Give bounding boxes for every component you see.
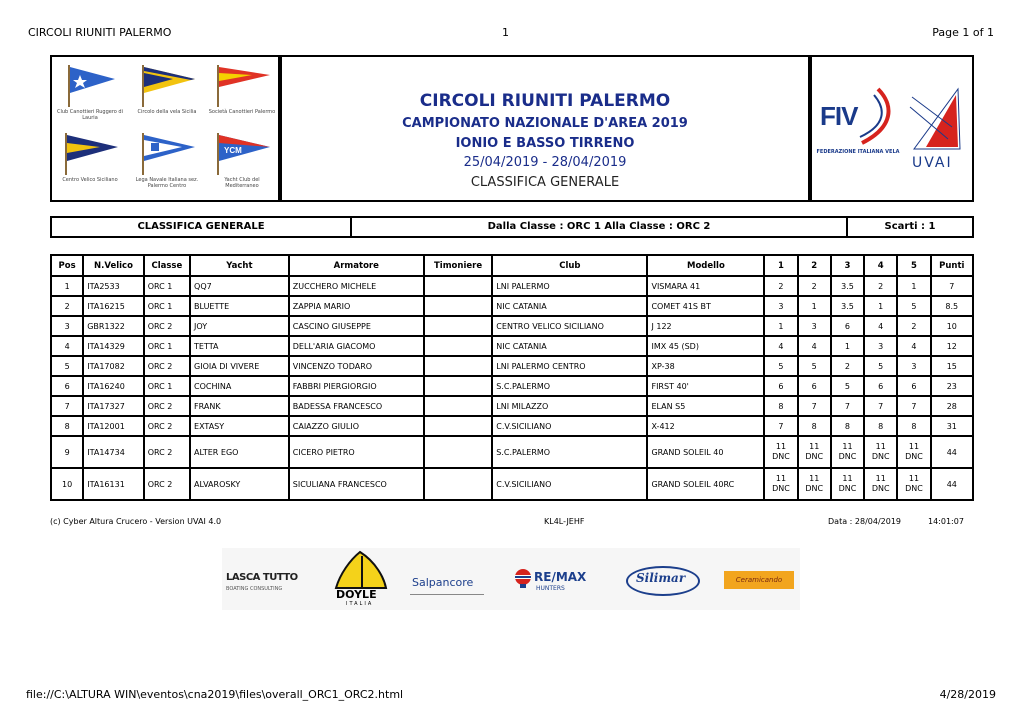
- event-title-panel: [280, 55, 810, 202]
- row-sail-number: ITA12001: [83, 416, 143, 436]
- row-race-4: 2: [864, 276, 897, 296]
- flag-item: [207, 63, 277, 115]
- row-owner: CICERO PIETRO: [289, 436, 424, 468]
- fiv-subtitle: FEDERAZIONE ITALIANA VELA: [816, 149, 900, 155]
- ranking-label-bar: CLASSIFICA GENERALE: [50, 216, 352, 238]
- fiv-sail-icon: [858, 87, 898, 147]
- sponsor-doyle-name: DOYLE: [336, 588, 377, 601]
- flag-item: [55, 63, 125, 121]
- sponsor-remax: [514, 548, 598, 610]
- row-race-2: 5: [798, 356, 831, 376]
- report-date: Data : 28/04/2019: [828, 517, 901, 526]
- row-race-5: 2: [897, 316, 930, 336]
- row-race-4: 7: [864, 396, 897, 416]
- col-header: Yacht: [190, 255, 289, 276]
- row-race-2: 11 DNC: [798, 468, 831, 500]
- sponsor-remax-sub: HUNTERS: [536, 585, 565, 592]
- table-row: [51, 396, 973, 416]
- row-race-3: 2: [831, 356, 864, 376]
- flag-yacht-club-icon: [212, 131, 272, 175]
- row-helmsman: [424, 276, 493, 296]
- row-race-3: 1: [831, 336, 864, 356]
- row-model: GRAND SOLEIL 40RC: [647, 468, 764, 500]
- row-sail-number: GBR1322: [83, 316, 143, 336]
- svg-text:YCM: YCM: [224, 146, 242, 155]
- row-pos: 7: [51, 396, 83, 416]
- row-model: X-412: [647, 416, 764, 436]
- row-points: 12: [931, 336, 973, 356]
- salpancore-underline: [410, 594, 484, 595]
- row-yacht: JOY: [190, 316, 289, 336]
- area-title: IONIO E BASSO TIRRENO: [455, 136, 635, 151]
- row-pos: 2: [51, 296, 83, 316]
- flag-label: Club Canottieri Ruggero di Lauria: [56, 109, 123, 121]
- table-row: [51, 296, 973, 316]
- results-table: [50, 254, 974, 501]
- row-race-4: 6: [864, 376, 897, 396]
- row-points: 23: [931, 376, 973, 396]
- col-header: Club: [492, 255, 647, 276]
- row-race-2: 3: [798, 316, 831, 336]
- row-yacht: ALTER EGO: [190, 436, 289, 468]
- row-owner: ZUCCHERO MICHELE: [289, 276, 424, 296]
- flag-lega-navale-icon: [137, 131, 197, 175]
- row-club: S.C.PALERMO: [492, 436, 647, 468]
- row-race-4: 5: [864, 356, 897, 376]
- sponsor-silimar: [624, 548, 702, 610]
- row-model: J 122: [647, 316, 764, 336]
- row-owner: BADESSA FRANCESCO: [289, 396, 424, 416]
- row-model: GRAND SOLEIL 40: [647, 436, 764, 468]
- uvai-logo: UVAI: [912, 155, 953, 171]
- row-pos: 3: [51, 316, 83, 336]
- col-header: 1: [764, 255, 797, 276]
- flag-centro-velico-icon: [60, 131, 120, 175]
- sponsor-lasc-name: LASCA TUTTO: [226, 572, 298, 583]
- row-pos: 8: [51, 416, 83, 436]
- row-race-2: 11 DNC: [798, 436, 831, 468]
- col-header: Classe: [144, 255, 190, 276]
- row-points: 31: [931, 416, 973, 436]
- row-model: VISMARA 41: [647, 276, 764, 296]
- row-race-3: 3.5: [831, 276, 864, 296]
- sponsor-remax-name: RE/MAX: [534, 570, 587, 584]
- row-class: ORC 2: [144, 468, 190, 500]
- row-helmsman: [424, 376, 493, 396]
- row-yacht: TETTA: [190, 336, 289, 356]
- row-race-1: 4: [764, 336, 797, 356]
- row-race-1: 3: [764, 296, 797, 316]
- sponsor-lasc-sub: BOATING CONSULTING: [226, 586, 283, 592]
- print-header-pages: Page 1 of 1: [932, 26, 994, 39]
- row-race-1: 11 DNC: [764, 436, 797, 468]
- row-race-3: 3.5: [831, 296, 864, 316]
- report-time: 14:01:07: [928, 517, 964, 526]
- row-helmsman: [424, 436, 493, 468]
- sponsor-ceramicando: [724, 548, 796, 610]
- class-range-bar: Dalla Classe : ORC 1 Alla Classe : ORC 2: [352, 216, 848, 238]
- row-owner: ZAPPIA MARIO: [289, 296, 424, 316]
- row-model: IMX 45 (SD): [647, 336, 764, 356]
- row-race-5: 3: [897, 356, 930, 376]
- row-race-2: 4: [798, 336, 831, 356]
- print-footer-date: 4/28/2019: [939, 688, 996, 701]
- row-pos: 6: [51, 376, 83, 396]
- table-row: [51, 336, 973, 356]
- row-class: ORC 1: [144, 376, 190, 396]
- col-header: 5: [897, 255, 930, 276]
- col-header: Pos: [51, 255, 83, 276]
- discards-bar: Scarti : 1: [848, 216, 974, 238]
- row-points: 8.5: [931, 296, 973, 316]
- row-race-4: 4: [864, 316, 897, 336]
- sponsors-strip: [222, 548, 800, 610]
- row-helmsman: [424, 468, 493, 500]
- row-helmsman: [424, 336, 493, 356]
- row-club: CENTRO VELICO SICILIANO: [492, 316, 647, 336]
- flag-label: Società Canottieri Palermo: [208, 109, 276, 115]
- row-race-4: 11 DNC: [864, 468, 897, 500]
- row-club: S.C.PALERMO: [492, 376, 647, 396]
- row-class: ORC 1: [144, 276, 190, 296]
- uvai-sail-icon: [908, 87, 968, 157]
- row-race-2: 7: [798, 396, 831, 416]
- row-pos: 5: [51, 356, 83, 376]
- flag-item: [55, 131, 125, 183]
- flag-label: Lega Navale Italiana sez. Palermo Centro: [135, 177, 199, 189]
- ranking-subtitle: CLASSIFICA GENERALE: [470, 175, 620, 190]
- flag-item: [132, 63, 202, 115]
- row-race-1: 8: [764, 396, 797, 416]
- row-helmsman: [424, 396, 493, 416]
- row-helmsman: [424, 316, 493, 336]
- row-race-1: 1: [764, 316, 797, 336]
- row-race-3: 5: [831, 376, 864, 396]
- row-club: LNI PALERMO: [492, 276, 647, 296]
- row-race-1: 6: [764, 376, 797, 396]
- row-race-1: 7: [764, 416, 797, 436]
- row-sail-number: ITA16215: [83, 296, 143, 316]
- row-sail-number: ITA14734: [83, 436, 143, 468]
- row-race-5: 5: [897, 296, 930, 316]
- print-header-left: CIRCOLI RIUNITI PALERMO: [28, 26, 172, 39]
- row-sail-number: ITA17082: [83, 356, 143, 376]
- row-class: ORC 1: [144, 296, 190, 316]
- row-pos: 9: [51, 436, 83, 468]
- col-header: Armatore: [289, 255, 424, 276]
- sponsor-doyle: [330, 548, 390, 610]
- row-race-2: 6: [798, 376, 831, 396]
- sponsor-silimar-name: Silimar: [636, 571, 686, 585]
- sponsor-salpancore-name: Salpancore: [412, 576, 474, 589]
- row-helmsman: [424, 296, 493, 316]
- row-points: 7: [931, 276, 973, 296]
- table-row: [51, 436, 973, 468]
- col-header: 4: [864, 255, 897, 276]
- row-owner: VINCENZO TODARO: [289, 356, 424, 376]
- row-pos: 4: [51, 336, 83, 356]
- organizer-title: CIRCOLI RIUNITI PALERMO: [419, 91, 671, 111]
- row-class: ORC 2: [144, 356, 190, 376]
- row-model: FIRST 40': [647, 376, 764, 396]
- row-race-5: 6: [897, 376, 930, 396]
- row-class: ORC 1: [144, 336, 190, 356]
- event-dates: 25/04/2019 - 28/04/2019: [463, 155, 627, 170]
- row-race-4: 8: [864, 416, 897, 436]
- flag-label: Circolo della vela Sicilia: [137, 109, 197, 115]
- flag-ruggero-icon: [63, 63, 117, 107]
- row-owner: CAIAZZO GIULIO: [289, 416, 424, 436]
- row-yacht: ALVAROSKY: [190, 468, 289, 500]
- flag-canottieri-palermo-icon: [212, 63, 272, 107]
- fiv-logo: FIV: [820, 101, 858, 131]
- print-header-page: 1: [502, 26, 509, 39]
- row-club: C.V.SICILIANO: [492, 468, 647, 500]
- row-race-2: 2: [798, 276, 831, 296]
- row-points: 10: [931, 316, 973, 336]
- row-race-5: 7: [897, 396, 930, 416]
- row-race-3: 7: [831, 396, 864, 416]
- sponsor-salpancore: [408, 548, 488, 610]
- row-points: 44: [931, 436, 973, 468]
- sponsor-doyle-sub: ITALIA: [346, 601, 374, 607]
- championship-title: CAMPIONATO NAZIONALE D'AREA 2019: [402, 116, 688, 131]
- remax-balloon-icon: [514, 569, 532, 589]
- row-sail-number: ITA17327: [83, 396, 143, 416]
- row-race-5: 4: [897, 336, 930, 356]
- row-class: ORC 2: [144, 396, 190, 416]
- federation-logos-panel: [810, 55, 974, 202]
- row-sail-number: ITA14329: [83, 336, 143, 356]
- flag-label: Yacht Club del Mediterraneo: [224, 177, 260, 189]
- print-footer-path: file://C:\ALTURA WIN\eventos\cna2019\files\overall_ORC1_ORC2.html: [26, 688, 404, 701]
- row-class: ORC 2: [144, 416, 190, 436]
- table-row: [51, 416, 973, 436]
- row-club: NIC CATANIA: [492, 336, 647, 356]
- row-yacht: EXTASY: [190, 416, 289, 436]
- row-race-3: 6: [831, 316, 864, 336]
- row-race-2: 8: [798, 416, 831, 436]
- row-race-4: 1: [864, 296, 897, 316]
- table-row: [51, 468, 973, 500]
- col-header: Punti: [931, 255, 973, 276]
- row-club: NIC CATANIA: [492, 296, 647, 316]
- table-row: [51, 376, 973, 396]
- row-points: 44: [931, 468, 973, 500]
- row-race-4: 11 DNC: [864, 436, 897, 468]
- row-yacht: BLUETTE: [190, 296, 289, 316]
- col-header: 3: [831, 255, 864, 276]
- row-race-1: 11 DNC: [764, 468, 797, 500]
- sponsor-lasc: [226, 548, 318, 610]
- row-pos: 10: [51, 468, 83, 500]
- row-yacht: COCHINA: [190, 376, 289, 396]
- row-sail-number: ITA2533: [83, 276, 143, 296]
- row-model: COMET 41S BT: [647, 296, 764, 316]
- row-yacht: GIOIA DI VIVERE: [190, 356, 289, 376]
- row-race-2: 1: [798, 296, 831, 316]
- row-model: XP-38: [647, 356, 764, 376]
- row-owner: CASCINO GIUSEPPE: [289, 316, 424, 336]
- row-yacht: QQ7: [190, 276, 289, 296]
- row-race-5: 8: [897, 416, 930, 436]
- document-code: KL4L-JEHF: [544, 517, 585, 526]
- row-race-5: 11 DNC: [897, 436, 930, 468]
- flag-item: [207, 131, 277, 189]
- table-row: [51, 316, 973, 336]
- sponsor-ceramicando-name: Ceramicando: [724, 571, 794, 589]
- flag-vela-sicilia-icon: [137, 63, 197, 107]
- row-race-3: 8: [831, 416, 864, 436]
- row-class: ORC 2: [144, 436, 190, 468]
- row-helmsman: [424, 416, 493, 436]
- row-helmsman: [424, 356, 493, 376]
- row-class: ORC 2: [144, 316, 190, 336]
- row-owner: FABBRI PIERGIORGIO: [289, 376, 424, 396]
- row-race-3: 11 DNC: [831, 436, 864, 468]
- row-sail-number: ITA16240: [83, 376, 143, 396]
- table-header-row: [51, 255, 973, 276]
- row-owner: DELL'ARIA GIACOMO: [289, 336, 424, 356]
- col-header: Timoniere: [424, 255, 493, 276]
- software-credit: (c) Cyber Altura Crucero - Version UVAI 4.0: [50, 517, 222, 526]
- row-race-5: 1: [897, 276, 930, 296]
- row-club: C.V.SICILIANO: [492, 416, 647, 436]
- col-header: Modello: [647, 255, 764, 276]
- row-club: LNI PALERMO CENTRO: [492, 356, 647, 376]
- row-race-1: 2: [764, 276, 797, 296]
- table-row: [51, 276, 973, 296]
- row-race-4: 3: [864, 336, 897, 356]
- col-header: N.Velico: [83, 255, 143, 276]
- club-flags-panel: [50, 55, 280, 202]
- row-club: LNI MILAZZO: [492, 396, 647, 416]
- row-race-1: 5: [764, 356, 797, 376]
- row-sail-number: ITA16131: [83, 468, 143, 500]
- row-race-5: 11 DNC: [897, 468, 930, 500]
- row-pos: 1: [51, 276, 83, 296]
- row-points: 15: [931, 356, 973, 376]
- row-owner: SICULIANA FRANCESCO: [289, 468, 424, 500]
- row-points: 28: [931, 396, 973, 416]
- row-model: ELAN S5: [647, 396, 764, 416]
- doyle-sail-icon: [332, 550, 388, 590]
- row-race-3: 11 DNC: [831, 468, 864, 500]
- table-row: [51, 356, 973, 376]
- row-yacht: FRANK: [190, 396, 289, 416]
- col-header: 2: [798, 255, 831, 276]
- flag-label: Centro Velico Siciliano: [62, 177, 118, 183]
- flag-item: [132, 131, 202, 189]
